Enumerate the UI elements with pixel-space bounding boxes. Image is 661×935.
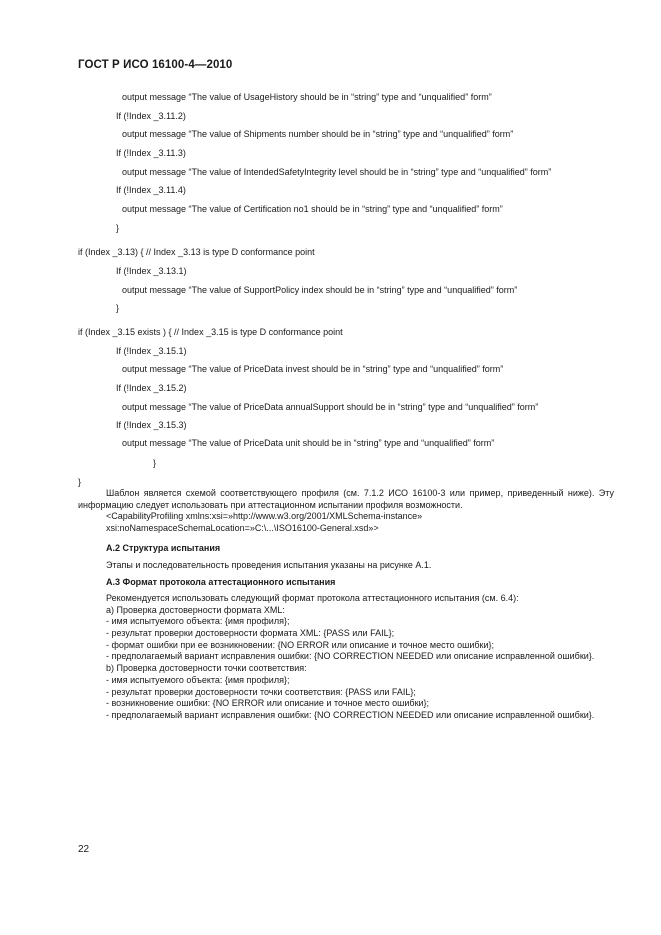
code-line: } xyxy=(153,458,157,468)
list-item: - результат проверки достоверности точки соответствия: {PASS или FAIL}; xyxy=(106,686,416,697)
list-item: - имя испытуемого объекта: {имя профиля}; xyxy=(106,674,290,685)
paragraph: Этапы и последовательность проведения испытания указаны на рисунке А.1. xyxy=(106,559,432,570)
code-line: If (!Index _3.11.4) xyxy=(116,185,186,195)
code-line: output message “The value of PriceData annualSupport should be in “string” type and “unqualified” form” xyxy=(122,402,539,412)
code-line: } xyxy=(78,477,82,487)
list-title: а) Проверка достоверности формата XML: xyxy=(106,604,285,615)
list-item: - предполагаемый вариант исправления ошибки: {NO CORRECTION NEEDED или описание исправленной ошибки}. xyxy=(106,709,595,720)
page-header: ГОСТ Р ИСО 16100-4—2010 xyxy=(78,59,233,71)
code-line: } xyxy=(116,223,120,233)
code-line: output message “The value of Shipments number should be in “string” type and “unqualified” form” xyxy=(122,129,514,139)
code-line: If (!Index _3.15.2) xyxy=(116,383,187,393)
section-heading: А.2 Структура испытания xyxy=(106,542,221,553)
list-item: - формат ошибки при ее возникновении: {NO ERROR или описание и точное место ошибки}; xyxy=(106,639,495,650)
section-heading: А.3 Формат протокола аттестационного испытания xyxy=(106,577,336,588)
list-item: - результат проверки достоверности формата XML: {PASS или FAIL}; xyxy=(106,628,395,639)
code-line: if (Index _3.15 exists ) { // Index _3.15 is type D conformance point xyxy=(78,327,343,337)
code-line: output message “The value of UsageHistory should be in “string” type and “unqualified” form” xyxy=(122,92,492,102)
code-line: If (!Index _3.13.1) xyxy=(116,266,187,276)
code-line: if (Index _3.13) { // Index _3.13 is type D conformance point xyxy=(78,247,315,257)
xml-line: xsi:noNamespaceSchemaLocation=»C:\...\ISO16100-General.xsd»> xyxy=(106,523,379,534)
code-line: output message “The value of Certification no1 should be in “string” type and “unqualified” form” xyxy=(122,204,503,214)
list-item: - предполагаемый вариант исправления ошибки: {NO CORRECTION NEEDED или описание исправленной ошибки}. xyxy=(106,651,595,662)
code-line: If (!Index _3.15.3) xyxy=(116,420,187,430)
xml-line: <CapabilityProfiling xmlns:xsi=»http://www.w3.org/2001/XMLSchema-instance» xyxy=(106,511,423,522)
list-title: b) Проверка достоверности точки соответствия: xyxy=(106,663,307,674)
code-line: output message “The value of IntendedSafetyIntegrity level should be in “string” type and “unqualified” form” xyxy=(122,167,552,177)
list-item: - имя испытуемого объекта: {имя профиля}; xyxy=(106,616,290,627)
code-line: output message “The value of PriceData unit should be in “string” type and “unqualified” form” xyxy=(122,438,495,448)
list-item: - возникновение ошибки: {NO ERROR или описание и точное место ошибки}; xyxy=(106,698,430,709)
code-line: output message “The value of SupportPolicy index should be in “string” type and “unqualified” form” xyxy=(122,285,518,295)
code-line: If (!Index _3.11.3) xyxy=(116,148,186,158)
code-line: } xyxy=(116,303,120,313)
code-line: If (!Index _3.11.2) xyxy=(116,111,186,121)
code-line: If (!Index _3.15.1) xyxy=(116,346,187,356)
code-line: output message “The value of PriceData invest should be in “string” type and “unqualified” form” xyxy=(122,364,504,374)
paragraph: Рекомендуется использовать следующий формат протокола аттестационного испытания (см. 6.4): xyxy=(106,592,519,603)
page-number: 22 xyxy=(78,844,90,855)
body-text xyxy=(78,488,614,722)
paragraph: Шаблон является схемой соответствующего профиля (см. 7.1.2 ИСО 16100-3 или пример, приведенный ниже). Эту информацию следует использовать при аттестационном испытании профиля возможности. xyxy=(78,488,614,510)
